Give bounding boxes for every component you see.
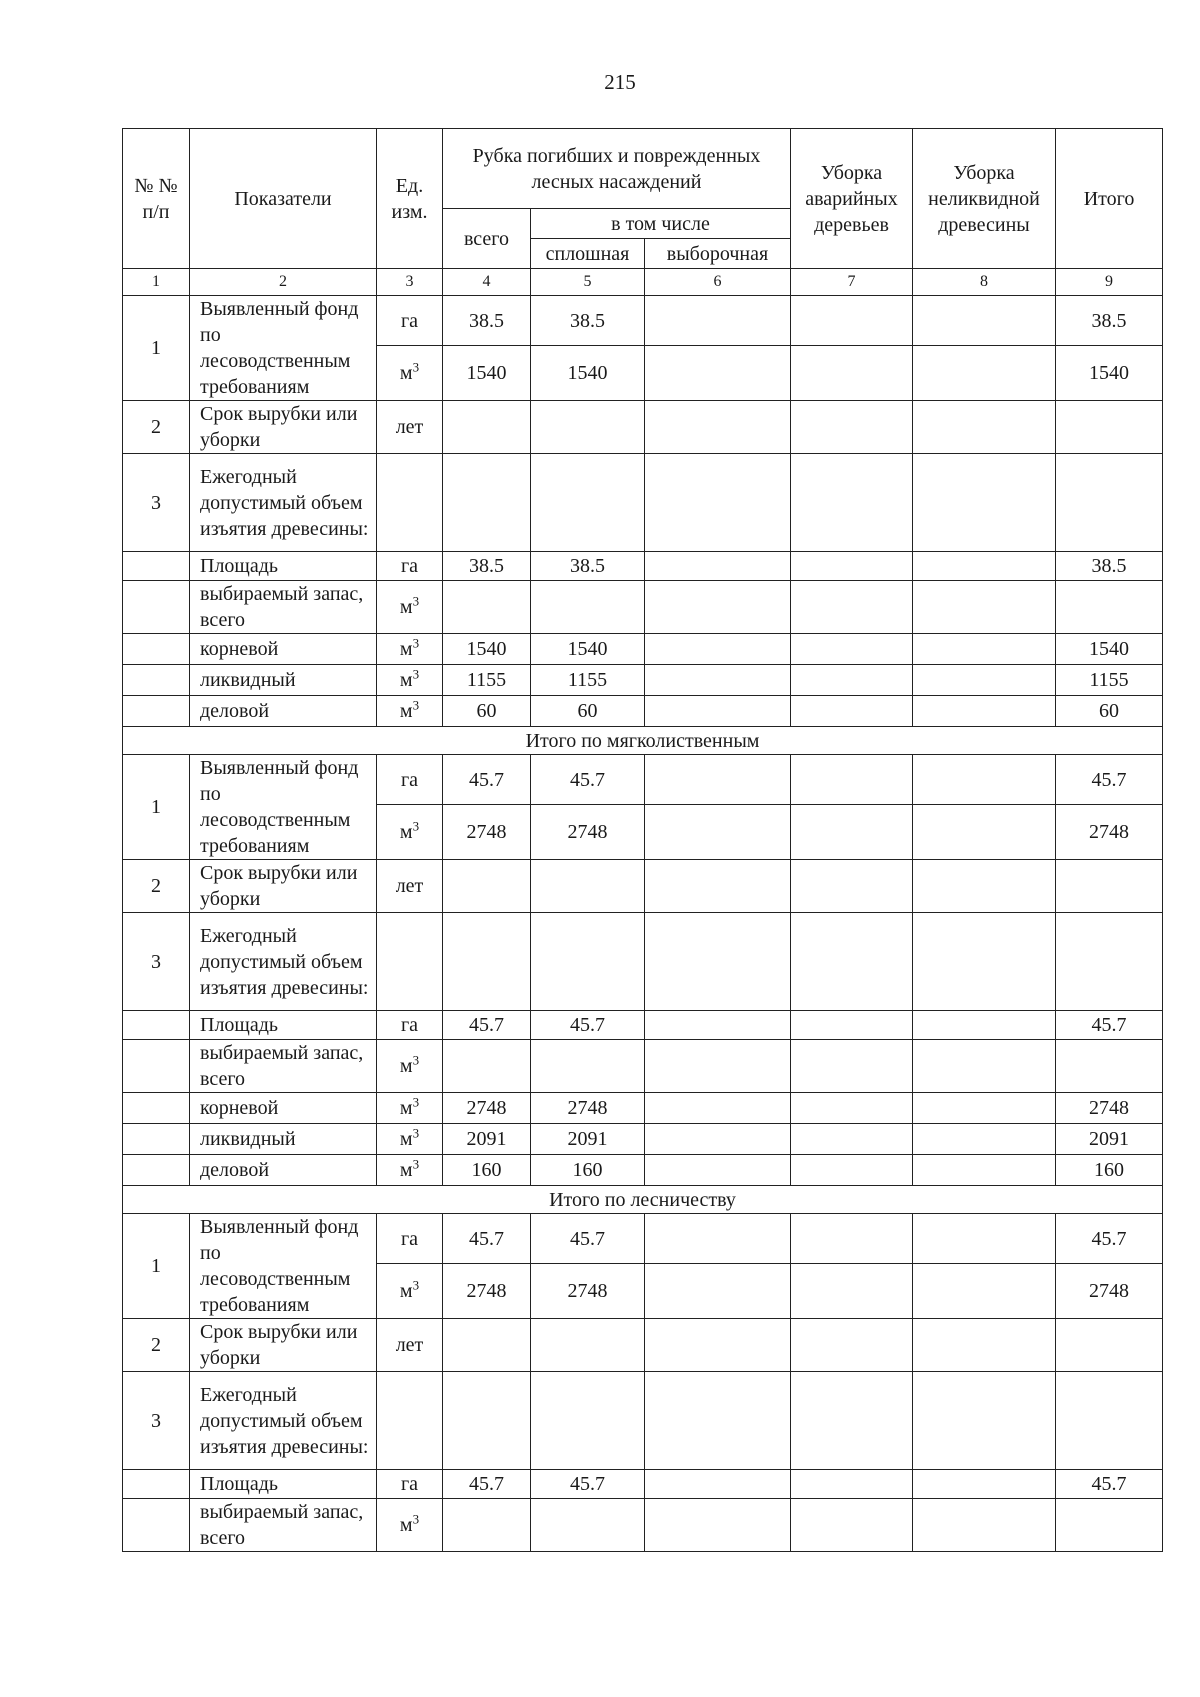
value-cell-col-6 (645, 1214, 791, 1264)
value-cell-col-7 (791, 581, 913, 634)
label-fund: Выявленный фонд по лесоводственным требованиям (190, 296, 377, 401)
value-cell-col-4: 45.7 (443, 1470, 531, 1499)
header-num: № № п/п (123, 129, 190, 269)
row-number (123, 1499, 190, 1552)
unit-cell: $м^3$ (377, 1499, 443, 1552)
unit-cell: $м^3$ (377, 346, 443, 401)
header-clear: сплошная (531, 239, 645, 269)
column-number-3: 3 (377, 269, 443, 296)
row-number (123, 1093, 190, 1124)
header-logging: Рубка погибших и поврежденных лесных насаждений (443, 129, 791, 209)
unit-cell: лет (377, 1319, 443, 1372)
value-cell-col-6 (645, 552, 791, 581)
stock-row (123, 1040, 1163, 1093)
value-cell-col-6 (645, 755, 791, 805)
value-cell-col-5: 45.7 (531, 1470, 645, 1499)
unit-cell: га (377, 1214, 443, 1264)
value-cell-col-6 (645, 696, 791, 727)
value-cell-col-6 (645, 581, 791, 634)
value-cell-col-9: 160 (1056, 1155, 1163, 1186)
value-cell-col-6 (645, 1499, 791, 1552)
value-cell-col-5: 60 (531, 696, 645, 727)
value-cell-col-4 (443, 581, 531, 634)
value-cell-col-7 (791, 454, 913, 552)
header-illiquid: Уборка неликвидной древесины (913, 129, 1056, 269)
unit-cell: лет (377, 860, 443, 913)
value-cell-col-4: 1540 (443, 634, 531, 665)
value-cell-col-6 (645, 454, 791, 552)
header-indicators: Показатели (190, 129, 377, 269)
value-cell-col-9: 2091 (1056, 1124, 1163, 1155)
value-cell-col-5: 45.7 (531, 1011, 645, 1040)
row-number (123, 696, 190, 727)
value-cell-col-4 (443, 1319, 531, 1372)
value-cell-col-4: 1540 (443, 346, 531, 401)
value-cell-col-9: 45.7 (1056, 1470, 1163, 1499)
value-cell-col-5: 45.7 (531, 1214, 645, 1264)
row-number: 3 (123, 913, 190, 1011)
value-cell-col-8 (913, 1040, 1056, 1093)
value-cell-col-5 (531, 1499, 645, 1552)
label-area: Площадь (190, 552, 377, 581)
header-total: Итого (1056, 129, 1163, 269)
area-row (123, 552, 1163, 581)
value-cell-col-8 (913, 665, 1056, 696)
section-title: Итого по лесничеству (123, 1186, 1163, 1214)
label-fund: Выявленный фонд по лесоводственным требованиям (190, 1214, 377, 1319)
value-cell-col-9 (1056, 1372, 1163, 1470)
unit-cell: га (377, 552, 443, 581)
value-cell-col-4 (443, 913, 531, 1011)
column-number-9: 9 (1056, 269, 1163, 296)
value-cell-col-5: 45.7 (531, 755, 645, 805)
value-cell-col-5: 2748 (531, 1093, 645, 1124)
value-cell-col-5 (531, 1319, 645, 1372)
annual-row (123, 913, 1163, 1011)
value-cell-col-8 (913, 1264, 1056, 1319)
value-cell-col-9 (1056, 1040, 1163, 1093)
column-number-6: 6 (645, 269, 791, 296)
value-cell-col-7 (791, 1214, 913, 1264)
annual-row (123, 1372, 1163, 1470)
row-number (123, 1124, 190, 1155)
stock-row (123, 1499, 1163, 1552)
row-number: 2 (123, 1319, 190, 1372)
value-cell-col-8 (913, 401, 1056, 454)
header-row (123, 129, 1163, 209)
value-cell-col-5: 38.5 (531, 552, 645, 581)
unit-cell: $м^3$ (377, 1040, 443, 1093)
label-annual: Ежегодный допустимый объем изъятия древесины: (190, 1372, 377, 1470)
value-cell-col-8 (913, 454, 1056, 552)
value-cell-col-9 (1056, 581, 1163, 634)
section-row (123, 1186, 1163, 1214)
unit-cell: лет (377, 401, 443, 454)
value-cell-col-9 (1056, 401, 1163, 454)
label-area: Площадь (190, 1011, 377, 1040)
unit-cell: га (377, 296, 443, 346)
row-number (123, 1040, 190, 1093)
value-cell-col-6 (645, 346, 791, 401)
value-cell-col-4: 38.5 (443, 552, 531, 581)
label-business: деловой (190, 1155, 377, 1186)
value-cell-col-4: 45.7 (443, 1214, 531, 1264)
value-cell-col-7 (791, 1155, 913, 1186)
value-cell-col-9: 1540 (1056, 634, 1163, 665)
value-cell-col-8 (913, 1214, 1056, 1264)
value-cell-col-4: 2091 (443, 1124, 531, 1155)
value-cell-col-4 (443, 1372, 531, 1470)
value-cell-col-8 (913, 1499, 1056, 1552)
value-cell-col-7 (791, 1319, 913, 1372)
label-stock: выбираемый запас, всего (190, 1040, 377, 1093)
value-cell-col-7 (791, 1011, 913, 1040)
unit-cell (377, 1372, 443, 1470)
value-cell-col-5: 2091 (531, 1124, 645, 1155)
value-cell-col-9: 38.5 (1056, 296, 1163, 346)
value-cell-col-9: 1540 (1056, 346, 1163, 401)
value-cell-col-7 (791, 665, 913, 696)
business-row (123, 1155, 1163, 1186)
value-cell-col-7 (791, 1372, 913, 1470)
value-cell-col-9: 45.7 (1056, 755, 1163, 805)
annual-row (123, 454, 1163, 552)
value-cell-col-6 (645, 634, 791, 665)
value-cell-col-4: 2748 (443, 1264, 531, 1319)
value-cell-col-6 (645, 860, 791, 913)
header-unit: Ед. изм. (377, 129, 443, 269)
value-cell-col-5: 2748 (531, 805, 645, 860)
section-title: Итого по мягколиственным (123, 727, 1163, 755)
row-number: 1 (123, 296, 190, 401)
label-root: корневой (190, 1093, 377, 1124)
value-cell-col-9 (1056, 913, 1163, 1011)
unit-cell: $м^3$ (377, 1093, 443, 1124)
value-cell-col-8 (913, 1319, 1056, 1372)
value-cell-col-9: 2748 (1056, 805, 1163, 860)
page-number: 215 (604, 70, 636, 94)
label-term: Срок вырубки или уборки (190, 1319, 377, 1372)
value-cell-col-8 (913, 581, 1056, 634)
value-cell-col-9 (1056, 860, 1163, 913)
value-cell-col-5 (531, 913, 645, 1011)
value-cell-col-5: 1540 (531, 634, 645, 665)
value-cell-col-8 (913, 634, 1056, 665)
value-cell-col-5: 1540 (531, 346, 645, 401)
value-cell-col-9 (1056, 1319, 1163, 1372)
area-row (123, 1470, 1163, 1499)
value-cell-col-8 (913, 1011, 1056, 1040)
value-cell-col-4 (443, 1040, 531, 1093)
value-cell-col-8 (913, 1124, 1056, 1155)
column-number-4: 4 (443, 269, 531, 296)
value-cell-col-6 (645, 805, 791, 860)
unit-cell (377, 454, 443, 552)
value-cell-col-9: 45.7 (1056, 1011, 1163, 1040)
value-cell-col-8 (913, 696, 1056, 727)
value-cell-col-4: 60 (443, 696, 531, 727)
value-cell-col-5 (531, 1040, 645, 1093)
row-number: 3 (123, 454, 190, 552)
value-cell-col-8 (913, 1470, 1056, 1499)
root-row (123, 634, 1163, 665)
value-cell-col-7 (791, 1470, 913, 1499)
value-cell-col-8 (913, 1155, 1056, 1186)
label-term: Срок вырубки или уборки (190, 860, 377, 913)
row-number: 1 (123, 1214, 190, 1319)
value-cell-col-5: 1155 (531, 665, 645, 696)
unit-cell: $м^3$ (377, 1124, 443, 1155)
value-cell-col-6 (645, 1372, 791, 1470)
row-number (123, 581, 190, 634)
row-number: 2 (123, 401, 190, 454)
header-including: в том числе (531, 209, 791, 239)
row-number (123, 1011, 190, 1040)
value-cell-col-6 (645, 665, 791, 696)
unit-cell: $м^3$ (377, 1264, 443, 1319)
value-cell-col-8 (913, 552, 1056, 581)
value-cell-col-8 (913, 913, 1056, 1011)
row-number: 1 (123, 755, 190, 860)
value-cell-col-8 (913, 755, 1056, 805)
value-cell-col-8 (913, 805, 1056, 860)
value-cell-col-6 (645, 1011, 791, 1040)
value-cell-col-6 (645, 1040, 791, 1093)
row-number (123, 634, 190, 665)
business-row (123, 696, 1163, 727)
harvest-table (122, 128, 1163, 1552)
liquid-row (123, 665, 1163, 696)
value-cell-col-9: 1155 (1056, 665, 1163, 696)
value-cell-col-4 (443, 401, 531, 454)
value-cell-col-6 (645, 1155, 791, 1186)
value-cell-col-4: 2748 (443, 805, 531, 860)
unit-cell: $м^3$ (377, 665, 443, 696)
value-cell-col-9: 2748 (1056, 1264, 1163, 1319)
column-number-2: 2 (190, 269, 377, 296)
area-row (123, 1011, 1163, 1040)
value-cell-col-4: 160 (443, 1155, 531, 1186)
value-cell-col-6 (645, 401, 791, 454)
header-selective: выборочная (645, 239, 791, 269)
value-cell-col-6 (645, 1124, 791, 1155)
column-number-7: 7 (791, 269, 913, 296)
value-cell-col-4: 1155 (443, 665, 531, 696)
fund-row (123, 296, 1163, 346)
label-liquid: ликвидный (190, 1124, 377, 1155)
liquid-row (123, 1124, 1163, 1155)
value-cell-col-6 (645, 913, 791, 1011)
value-cell-col-6 (645, 1264, 791, 1319)
label-root: корневой (190, 634, 377, 665)
value-cell-col-4 (443, 860, 531, 913)
label-business: деловой (190, 696, 377, 727)
value-cell-col-7 (791, 860, 913, 913)
value-cell-col-5: 38.5 (531, 296, 645, 346)
unit-cell: га (377, 1011, 443, 1040)
value-cell-col-8 (913, 346, 1056, 401)
value-cell-col-5 (531, 860, 645, 913)
header-emergency: Уборка аварийных деревьев (791, 129, 913, 269)
column-number-8: 8 (913, 269, 1056, 296)
root-row (123, 1093, 1163, 1124)
section-row (123, 727, 1163, 755)
value-cell-col-7 (791, 401, 913, 454)
fund-row (123, 1214, 1163, 1264)
unit-cell: $м^3$ (377, 1155, 443, 1186)
term-row (123, 860, 1163, 913)
stock-row (123, 581, 1163, 634)
row-number (123, 665, 190, 696)
value-cell-col-8 (913, 860, 1056, 913)
value-cell-col-7 (791, 1264, 913, 1319)
value-cell-col-9 (1056, 1499, 1163, 1552)
value-cell-col-7 (791, 634, 913, 665)
row-number (123, 552, 190, 581)
unit-cell: $м^3$ (377, 634, 443, 665)
value-cell-col-4 (443, 1499, 531, 1552)
value-cell-col-7 (791, 1124, 913, 1155)
value-cell-col-7 (791, 1040, 913, 1093)
value-cell-col-9 (1056, 454, 1163, 552)
label-liquid: ликвидный (190, 665, 377, 696)
label-stock: выбираемый запас, всего (190, 1499, 377, 1552)
term-row (123, 1319, 1163, 1372)
value-cell-col-7 (791, 913, 913, 1011)
term-row (123, 401, 1163, 454)
value-cell-col-5 (531, 1372, 645, 1470)
row-number: 3 (123, 1372, 190, 1470)
value-cell-col-9: 38.5 (1056, 552, 1163, 581)
label-term: Срок вырубки или уборки (190, 401, 377, 454)
value-cell-col-4: 2748 (443, 1093, 531, 1124)
unit-cell: $м^3$ (377, 696, 443, 727)
value-cell-col-7 (791, 296, 913, 346)
value-cell-col-5 (531, 581, 645, 634)
value-cell-col-7 (791, 1093, 913, 1124)
column-number-1: 1 (123, 269, 190, 296)
value-cell-col-7 (791, 755, 913, 805)
column-number-5: 5 (531, 269, 645, 296)
header-all: всего (443, 209, 531, 269)
label-stock: выбираемый запас, всего (190, 581, 377, 634)
row-number (123, 1470, 190, 1499)
value-cell-col-6 (645, 1093, 791, 1124)
fund-row (123, 755, 1163, 805)
value-cell-col-4: 45.7 (443, 1011, 531, 1040)
value-cell-col-6 (645, 1470, 791, 1499)
value-cell-col-9: 2748 (1056, 1093, 1163, 1124)
label-annual: Ежегодный допустимый объем изъятия древесины: (190, 454, 377, 552)
value-cell-col-5 (531, 401, 645, 454)
value-cell-col-4 (443, 454, 531, 552)
value-cell-col-7 (791, 805, 913, 860)
row-number (123, 1155, 190, 1186)
value-cell-col-8 (913, 1093, 1056, 1124)
unit-cell: $м^3$ (377, 805, 443, 860)
value-cell-col-7 (791, 346, 913, 401)
unit-cell: $м^3$ (377, 581, 443, 634)
value-cell-col-6 (645, 296, 791, 346)
unit-cell (377, 913, 443, 1011)
label-annual: Ежегодный допустимый объем изъятия древесины: (190, 913, 377, 1011)
value-cell-col-8 (913, 1372, 1056, 1470)
label-area: Площадь (190, 1470, 377, 1499)
value-cell-col-5: 160 (531, 1155, 645, 1186)
value-cell-col-4: 38.5 (443, 296, 531, 346)
column-number-row (123, 269, 1163, 296)
value-cell-col-5: 2748 (531, 1264, 645, 1319)
unit-cell: га (377, 755, 443, 805)
value-cell-col-6 (645, 1319, 791, 1372)
label-fund: Выявленный фонд по лесоводственным требованиям (190, 755, 377, 860)
value-cell-col-9: 45.7 (1056, 1214, 1163, 1264)
value-cell-col-7 (791, 1499, 913, 1552)
value-cell-col-9: 60 (1056, 696, 1163, 727)
value-cell-col-8 (913, 296, 1056, 346)
row-number: 2 (123, 860, 190, 913)
value-cell-col-7 (791, 696, 913, 727)
unit-cell: га (377, 1470, 443, 1499)
value-cell-col-4: 45.7 (443, 755, 531, 805)
value-cell-col-5 (531, 454, 645, 552)
value-cell-col-7 (791, 552, 913, 581)
